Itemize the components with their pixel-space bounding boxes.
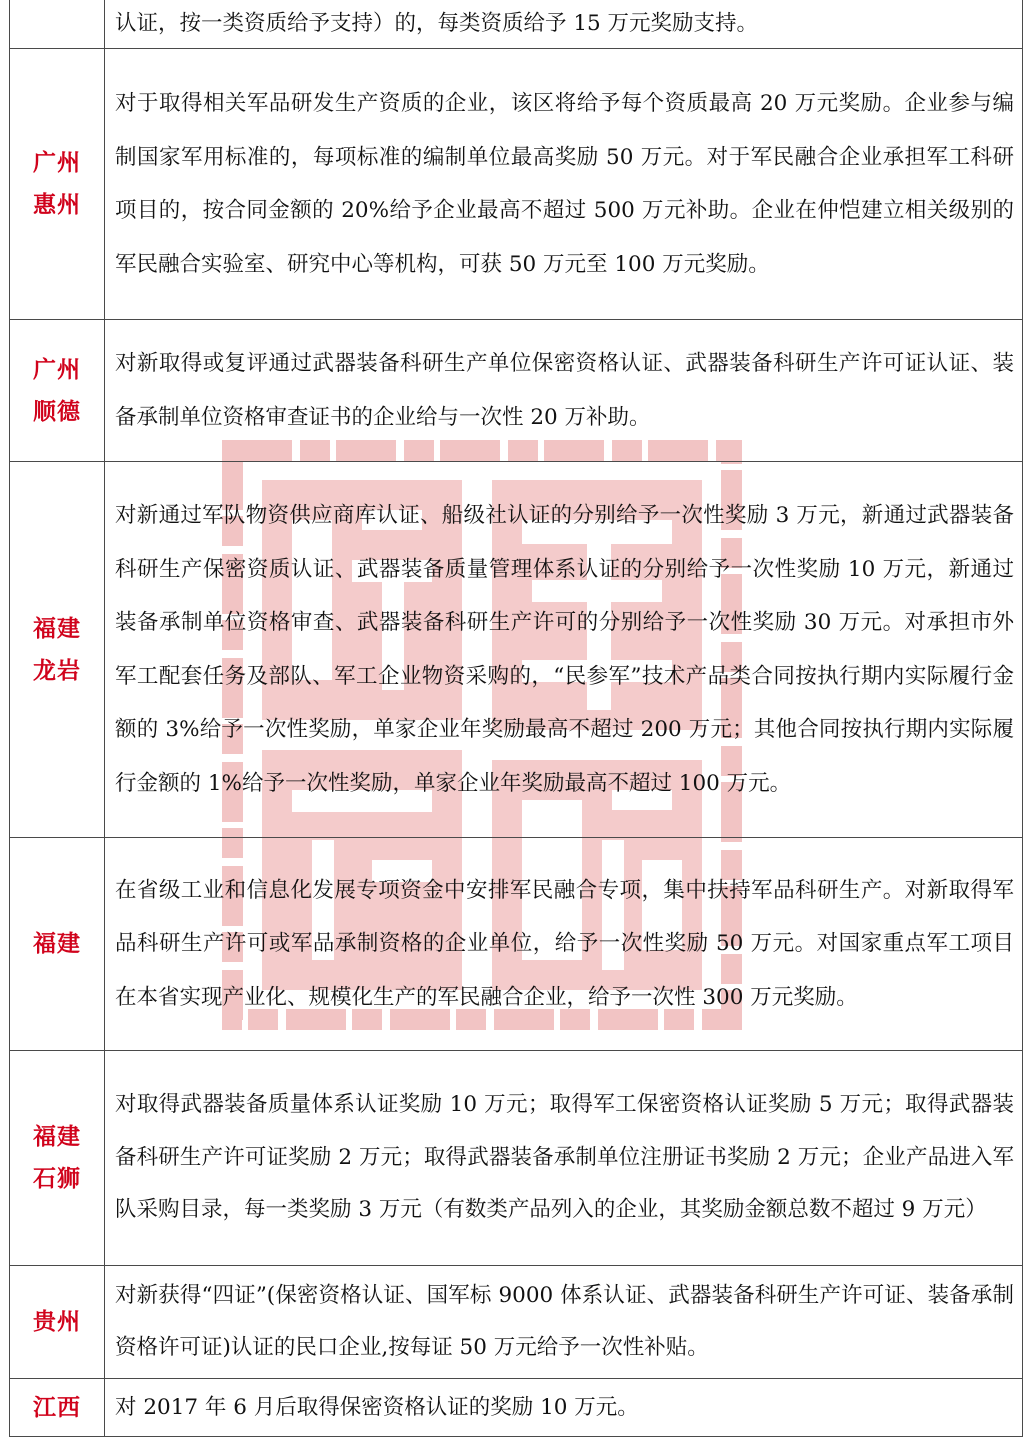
region-cell bbox=[10, 49, 105, 320]
subsidy-policy-table bbox=[9, 0, 1023, 1437]
region-cell bbox=[10, 320, 105, 462]
region-cell bbox=[10, 0, 105, 49]
table-row bbox=[10, 0, 1023, 49]
region-label: 石狮 bbox=[33, 1165, 81, 1192]
table-row bbox=[10, 49, 1023, 320]
policy-text: 对 2017 年 6 月后取得保密资格认证的奖励 10 万元。 bbox=[105, 1379, 1023, 1437]
policy-text: 在省级工业和信息化发展专项资金中安排军民融合专项，集中扶持军品科研生产。对新取得军品科研生产许可或军品承制资格的企业单位，给予一次性奖励 50 万元。对国家重点军工项目在本省实现产业化、规模化生产的军民融合企业，给予一次性 300 万元奖励。 bbox=[105, 838, 1023, 1051]
region-label: 广州 bbox=[33, 355, 81, 383]
region-cell bbox=[10, 1051, 105, 1266]
region-label: 龙岩 bbox=[33, 656, 81, 684]
region-label: 惠州 bbox=[33, 191, 81, 218]
region-label: 福建 bbox=[33, 1123, 81, 1150]
policy-text: 对新通过军队物资供应商库认证、船级社认证的分别给予一次性奖励 3 万元，新通过武器装备科研生产保密资质认证、武器装备质量管理体系认证的分别给予一次性奖励 10 万元，新通过装备承制单位资格审查、武器装备科研生产许可的分别给予一次性奖励 30 万元。对承担市外军工配套任务及部队、军工企业物资采购的，“民参军”技术产品类合同按执行期内实际履行金额的 3%给予一次性奖励，单家企业年奖励最高不超过 200 万元；其他合同按执行期内实际履行金额的 1%给予一次性奖励，单家企业年奖励最高不超过 100 万元。 bbox=[105, 462, 1023, 838]
table-row bbox=[10, 1379, 1023, 1437]
policy-text: 认证，按一类资质给予支持）的，每类资质给予 15 万元奖励支持。 bbox=[105, 0, 1023, 49]
table-row bbox=[10, 1051, 1023, 1266]
region-label: 福建 bbox=[33, 930, 81, 957]
region-label: 顺德 bbox=[33, 397, 81, 425]
region-label: 广州 bbox=[33, 149, 81, 176]
region-cell bbox=[10, 838, 105, 1051]
region-label: 福建 bbox=[33, 614, 81, 642]
region-cell bbox=[10, 462, 105, 838]
table-row bbox=[10, 462, 1023, 838]
table-row bbox=[10, 320, 1023, 462]
region-label: 贵州 bbox=[33, 1308, 81, 1335]
policy-text: 对取得武器装备质量体系认证奖励 10 万元；取得军工保密资格认证奖励 5 万元；取得武器装备科研生产许可证奖励 2 万元；取得武器装备承制单位注册证书奖励 2 万元；企业产品进入军队采购目录，每一类奖励 3 万元（有数类产品列入的企业，其奖励金额总数不超过 9 万元） bbox=[105, 1051, 1023, 1266]
policy-text: 对新获得“四证”(保密资格认证、国军标 9000 体系认证、武器装备科研生产许可证、装备承制资格许可证)认证的民口企业,按每证 50 万元给予一次性补贴。 bbox=[105, 1266, 1023, 1379]
region-label: 江西 bbox=[33, 1393, 81, 1421]
table-row bbox=[10, 838, 1023, 1051]
policy-text: 对新取得或复评通过武器装备科研生产单位保密资格认证、武器装备科研生产许可证认证、装备承制单位资格审查证书的企业给与一次性 20 万补助。 bbox=[105, 320, 1023, 462]
table-row bbox=[10, 1266, 1023, 1379]
region-cell bbox=[10, 1266, 105, 1379]
region-cell bbox=[10, 1379, 105, 1437]
policy-text: 对于取得相关军品研发生产资质的企业，该区将给予每个资质最高 20 万元奖励。企业参与编制国家军用标准的，每项标准的编制单位最高奖励 50 万元。对于军民融合企业承担军工科研项目的，按合同金额的 20%给予企业最高不超过 500 万元补助。企业在仲恺建立相关级别的军民融合实验室、研究中心等机构，可获 50 万元至 100 万元奖励。 bbox=[105, 49, 1023, 320]
